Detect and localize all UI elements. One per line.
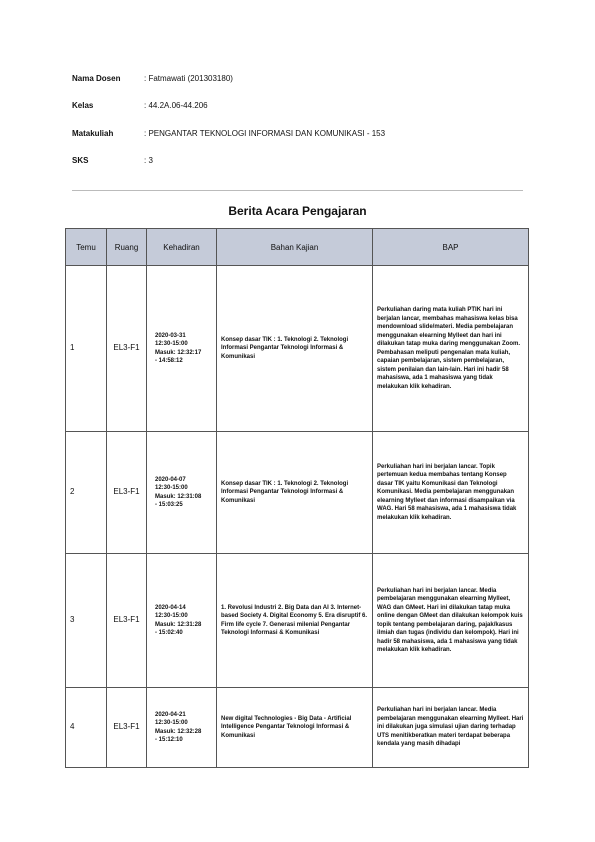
cell-ruang: EL3-F1 xyxy=(107,688,147,768)
cell-temu: 1 xyxy=(66,266,107,432)
bap-table xyxy=(65,228,529,768)
table-row xyxy=(66,688,529,768)
cell-temu: 2 xyxy=(66,432,107,554)
col-header-bahan-kajian: Bahan Kajian xyxy=(217,229,373,266)
cell-ruang: EL3-F1 xyxy=(107,432,147,554)
cell-bap: Perkuliahan hari ini berjalan lancar. Media pembelajaran menggunakan elearning Mylleet, WAG dan GMeet. Hari ini dilakukan tatap muka online dengan GMeet dan dilakukan kelompok kuis topik tentang pembelajaran daring, pajak/kasus ilmiah dan tugas (individu dan kelompok). Hari ini hadir 58 mahasiswa, ada 1 mahasiswa yang tidak melakukan klik kehadiran. xyxy=(373,554,529,688)
cell-bap: Perkuliahan hari ini berjalan lancar. Media pembelajaran menggunakan elearning Mylleet. Hari ini dilakukan juga simulasi ujian daring terhadap UTS menitikberatkan materi terdapat beberapa kendala yang masih dihadapi xyxy=(373,688,529,768)
cell-kehadiran: 2020-03-31 12:30-15:00 Masuk: 12:32:17 - 14:58:12 xyxy=(147,266,217,432)
table-row xyxy=(66,266,529,432)
cell-bahan-kajian: Konsep dasar TIK : 1. Teknologi 2. Teknologi Informasi Pengantar Teknologi Informasi & Komunikasi xyxy=(217,432,373,554)
cell-ruang: EL3-F1 xyxy=(107,266,147,432)
dosen-value: : Fatmawati (201303180) xyxy=(144,74,233,83)
cell-bahan-kajian: New digital Technologies - Big Data - Artificial Intelligence Pengantar Teknologi Informasi & Komunikasi xyxy=(217,688,373,768)
cell-kehadiran: 2020-04-14 12:30-15:00 Masuk: 12:31:28 - 15:02:40 xyxy=(147,554,217,688)
matakuliah-value: : PENGANTAR TEKNOLOGI INFORMASI DAN KOMUNIKASI - 153 xyxy=(144,129,386,138)
divider xyxy=(72,190,523,191)
sks-value: : 3 xyxy=(144,156,153,165)
page-title: Berita Acara Pengajaran xyxy=(228,204,367,218)
cell-kehadiran: 2020-04-07 12:30-15:00 Masuk: 12:31:08 - 15:03:25 xyxy=(147,432,217,554)
col-header-bap: BAP xyxy=(373,229,529,266)
table-row xyxy=(66,554,529,688)
col-header-ruang: Ruang xyxy=(107,229,147,266)
col-header-kehadiran: Kehadiran xyxy=(147,229,217,266)
kelas-label: Kelas xyxy=(72,101,94,110)
table-row xyxy=(66,432,529,554)
cell-ruang: EL3-F1 xyxy=(107,554,147,688)
table-header-row xyxy=(66,229,529,266)
kelas-value: : 44.2A.06-44.206 xyxy=(144,101,208,110)
matakuliah-label: Matakuliah xyxy=(72,129,114,138)
sks-label: SKS xyxy=(72,156,89,165)
cell-bahan-kajian: Konsep dasar TIK : 1. Teknologi 2. Teknologi Informasi Pengantar Teknologi Informasi & Komunikasi xyxy=(217,266,373,432)
cell-temu: 4 xyxy=(66,688,107,768)
col-header-temu: Temu xyxy=(66,229,107,266)
cell-kehadiran: 2020-04-21 12:30-15:00 Masuk: 12:32:28 - 15:12:10 xyxy=(147,688,217,768)
cell-temu: 3 xyxy=(66,554,107,688)
cell-bahan-kajian: 1. Revolusi Industri 2. Big Data dan AI 3. Internet-based Society 4. Digital Economy 5. Era disruptif 6. Firm life cycle 7. Generasi milenial Pengantar Teknologi Informasi & Komunikasi xyxy=(217,554,373,688)
cell-bap: Perkuliahan daring mata kuliah PTIK hari ini berjalan lancar, membahas mahasiswa kelas bisa mendownload slide/materi. Media pembelajaran menggunakan elearning Mylleet dan hari ini dilakukan tatap muka daring menggunakan Zoom. Pembahasan meliputi pengenalan mata kuliah, capaian pembelajaran, sistem pembelajaran, sistem penilaian dan lain-lain. Hari ini hadir 58 mahasiswa, ada 1 mahasiswa yang tidak melakukan klik kehadiran. xyxy=(373,266,529,432)
dosen-label: Nama Dosen xyxy=(72,74,121,83)
cell-bap: Perkuliahan hari ini berjalan lancar. Topik pertemuan kedua membahas tentang Konsep dasar TIK yaitu Komunikasi dan Teknologi Komunikasi. Media pembelajaran menggunakan elearning Mylleet dan informasi disampaikan via WAG. Hari 58 mahasiswa, ada 1 mahasiswa tidak melakukan klik kehadiran. xyxy=(373,432,529,554)
